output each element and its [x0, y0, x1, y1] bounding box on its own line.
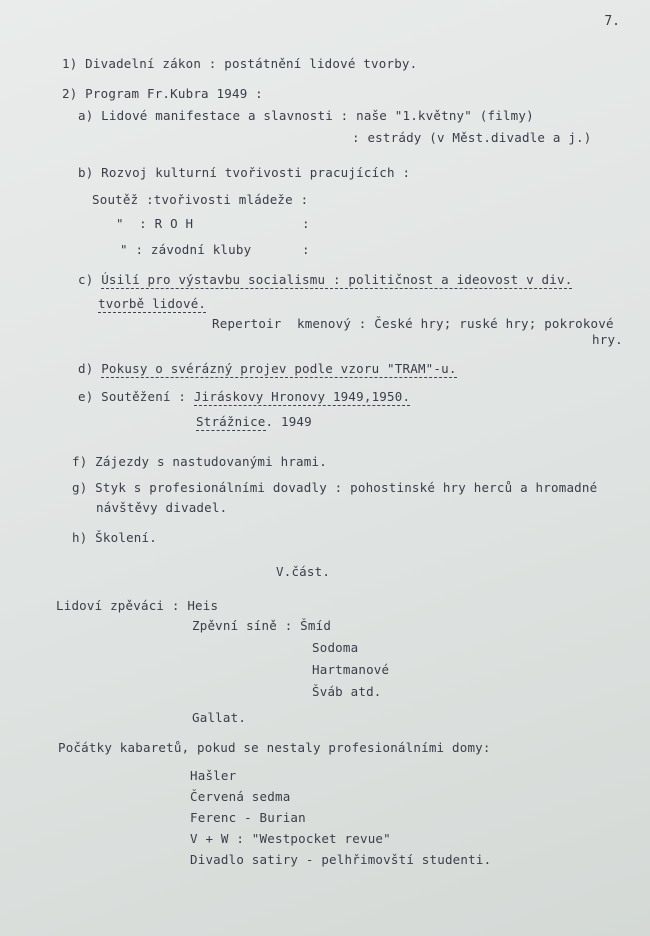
item-c-line2-text: tvorbě lidové. — [98, 296, 207, 311]
item-1: 1) Divadelní zákon : postátnění lidové tvorby. — [62, 56, 418, 71]
item-a-line1: a) Lidové manifestace a slavnosti : naše "1.květny" (filmy) — [78, 108, 534, 123]
item-c-prefix: c) — [78, 272, 102, 287]
item-g-line1: g) Styk s profesionálními dovadly : pohostinské hry herců a hromadné — [72, 480, 598, 495]
item-a-line2: : estrády (v Měst.divadle a j.) — [352, 130, 592, 145]
gallat-line: Gallat. — [192, 710, 247, 725]
item-b-line4: " : závodní kluby — [120, 242, 252, 257]
item-d-underlined: Pokusy o svérázný projev podle vzoru "TRAM"-u. — [101, 361, 457, 376]
hall-item: Sodoma — [312, 640, 359, 655]
singers-line: Lidoví zpěváci : Heis — [56, 598, 219, 613]
item-c-line3: Repertoir kmenový : České hry; ruské hry; pokrokové — [212, 316, 614, 331]
item-d-prefix: d) — [78, 361, 102, 376]
item-b-line3: " : R O H — [116, 216, 194, 231]
item-b-line2: Soutěž :tvořivosti mládeže : — [92, 192, 309, 207]
item-d-line1 — [78, 361, 457, 377]
hall-item: Šváb atd. — [312, 684, 382, 699]
item-c-line4: hry. — [592, 332, 623, 347]
item-b-line4-colon: : — [302, 242, 310, 257]
hall-item: Hartmanové — [312, 662, 390, 677]
item-h: h) Školení. — [72, 530, 157, 545]
item-e-strаznice: Strážnice — [196, 414, 266, 429]
item-c-underlined: Úsilí pro výstavbu socialismu : političnost a ideovost v div. — [101, 272, 573, 287]
item-2: 2) Program Fr.Kubra 1949 : — [62, 86, 263, 101]
cabaret-item: Divadlo satiry - pelhřimovští studenti. — [190, 852, 492, 867]
item-e-underlined: Jiráskovy Hronovy 1949,1950. — [193, 389, 411, 404]
item-b-line1: b) Rozvoj kulturní tvořivosti pracujících : — [78, 165, 411, 180]
cabaret-item: Ferenc - Burian — [190, 810, 306, 825]
cabaret-item: Červená sedma — [190, 789, 291, 804]
item-f: f) Zájezdy s nastudovanými hrami. — [72, 454, 327, 469]
cabaret-item: Hašler — [190, 768, 237, 783]
item-e-line2 — [196, 414, 312, 430]
item-e-prefix: e) Soutěžení : — [78, 389, 194, 404]
section-heading: V.část. — [276, 564, 331, 579]
item-c-line1 — [78, 272, 572, 288]
item-g-line2: návštěvy divadel. — [96, 500, 228, 515]
cabaret-heading: Počátky kabaretů, pokud se nestaly profesionálními domy: — [58, 740, 491, 755]
item-c-line2 — [98, 296, 206, 312]
page-number: 7. — [604, 14, 620, 29]
item-e-year: . 1949 — [265, 414, 312, 429]
cabaret-item: V + W : "Westpocket revue" — [190, 831, 391, 846]
halls-line: Zpěvní síně : Šmíd — [192, 618, 332, 633]
item-b-line3-colon: : — [302, 216, 310, 231]
item-e-line1 — [78, 389, 410, 405]
